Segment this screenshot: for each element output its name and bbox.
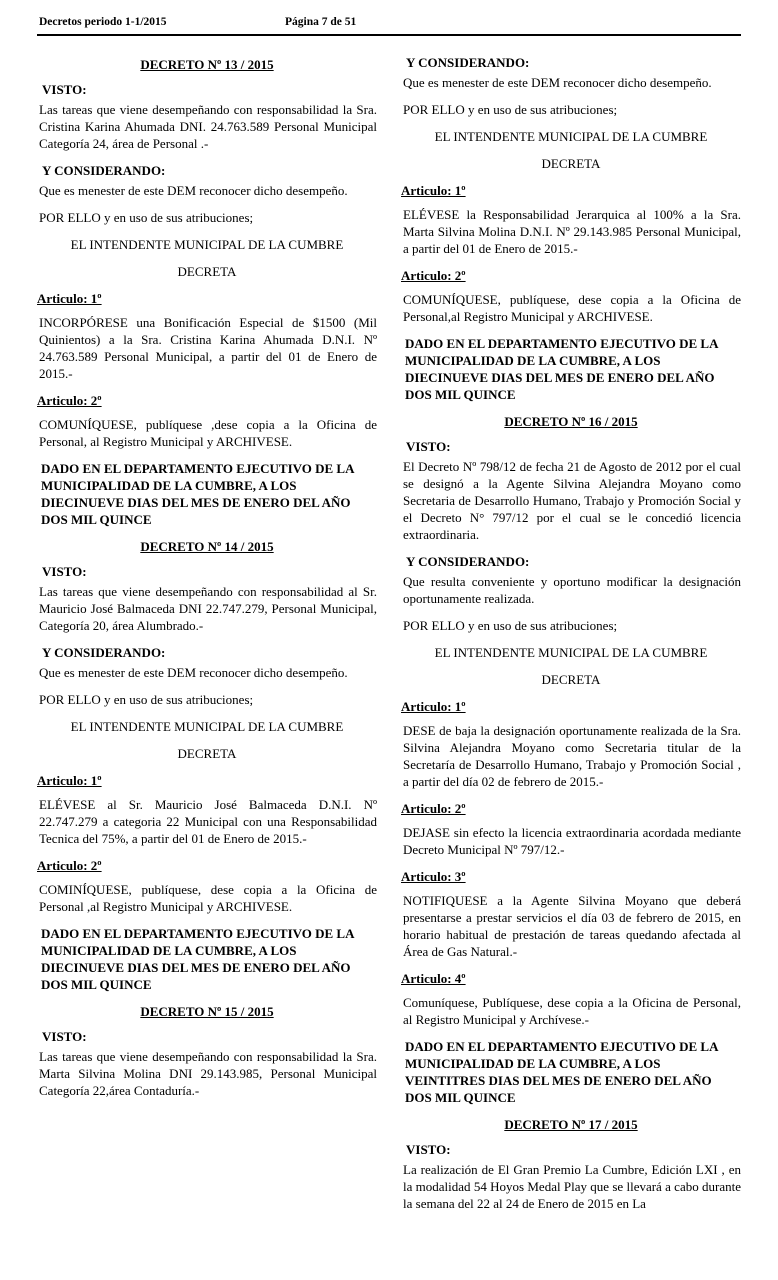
paragraph: ELÉVESE la Responsabilidad Jerarquica al 100% a la Sra. Marta Silvina Molina D.N.I. Nº 29.143.985 Personal Municipal, a partir del 01 de Enero de 2015.- xyxy=(403,207,741,256)
decree-title: DECRETO Nº 13 / 2015 xyxy=(140,57,274,72)
section-label: VISTO: xyxy=(406,439,451,454)
article-heading: Articulo: 2º xyxy=(401,268,466,283)
section-label: Y CONSIDERANDO: xyxy=(406,554,530,569)
section-label: VISTO: xyxy=(42,564,87,579)
section-label: Y CONSIDERANDO: xyxy=(42,645,166,660)
paragraph: NOTIFIQUESE a la Agente Silvina Moyano que deberá presentarse a prestar servicios el día 03 de febrero de 2015, en horario habitual de prestación de tareas quedando afectada al Área de Gas Natural.- xyxy=(403,893,741,959)
dado-statement: DADO EN EL DEPARTAMENTO EJECUTIVO DE LA MUNICIPALIDAD DE LA CUMBRE, A LOS DIECINUEVE DIAS DEL MES DE ENERO DEL AÑO DOS MIL QUINCE xyxy=(41,926,354,992)
paragraph: Que es menester de este DEM reconocer dicho desempeño. xyxy=(39,665,348,680)
centered-line: DECRETA xyxy=(177,746,237,761)
section-label: VISTO: xyxy=(42,82,87,97)
paragraph: DEJASE sin efecto la licencia extraordinaria acordada mediante Decreto Municipal Nº 797/12.- xyxy=(403,825,741,857)
document-header xyxy=(37,0,741,36)
article-heading: Articulo: 3º xyxy=(401,869,466,884)
paragraph: COMUNÍQUESE, publíquese ,dese copia a la Oficina de Personal, al Registro Municipal y ARCHIVESE. xyxy=(39,417,377,449)
paragraph: COMINÍQUESE, publíquese, dese copia a la Oficina de Personal ,al Registro Municipal y ARCHIVESE. xyxy=(39,882,377,914)
right-column xyxy=(401,46,741,1222)
centered-line: DECRETA xyxy=(177,264,237,279)
article-heading: Articulo: 1º xyxy=(37,291,102,306)
centered-line: DECRETA xyxy=(541,672,601,687)
centered-line: EL INTENDENTE MUNICIPAL DE LA CUMBRE xyxy=(434,129,708,144)
paragraph: POR ELLO y en uso de sus atribuciones; xyxy=(39,210,254,225)
centered-line: EL INTENDENTE MUNICIPAL DE LA CUMBRE xyxy=(434,645,708,660)
centered-line: DECRETA xyxy=(541,156,601,171)
paragraph: Comuníquese, Publíquese, dese copia a la Oficina de Personal, al Registro Municipal y Archívese.- xyxy=(403,995,741,1027)
paragraph: POR ELLO y en uso de sus atribuciones; xyxy=(403,618,618,633)
article-heading: Articulo: 1º xyxy=(401,699,466,714)
article-heading: Articulo: 2º xyxy=(37,858,102,873)
decree-title: DECRETO Nº 17 / 2015 xyxy=(504,1117,638,1132)
centered-line: EL INTENDENTE MUNICIPAL DE LA CUMBRE xyxy=(70,237,344,252)
paragraph: Las tareas que viene desempeñando con responsabilidad al Sr. Mauricio José Balmaceda DNI 22.747.279, Personal Municipal, Categoría 20, área Alumbrado.- xyxy=(39,584,377,633)
section-label: VISTO: xyxy=(42,1029,87,1044)
paragraph: El Decreto Nº 798/12 de fecha 21 de Agosto de 2012 por el cual se designó a la Agente Silvina Alejandra Moyano como Secretaria de Desarrollo Humano, Trabajo y Promoción Social y el Decreto N° 797/12 por el cual se le concedió licencia extraordinaria. xyxy=(403,459,741,542)
decree-title: DECRETO Nº 16 / 2015 xyxy=(504,414,638,429)
article-heading: Articulo: 1º xyxy=(401,183,466,198)
paragraph: Las tareas que viene desempeñando con responsabilidad la Sra. Cristina Karina Ahumada DNI. 24.763.589 Personal Municipal Categoría 24, área de Personal .- xyxy=(39,102,377,151)
paragraph: ELÉVESE al Sr. Mauricio José Balmaceda D.N.I. Nº 22.747.279 a categoria 22 Municipal con una Responsabilidad Tecnica del 75%, a partir del 01 de Enero de 2015.- xyxy=(39,797,377,846)
dado-statement: DADO EN EL DEPARTAMENTO EJECUTIVO DE LA MUNICIPALIDAD DE LA CUMBRE, A LOS DIECINUEVE DIAS DEL MES DE ENERO DEL AÑO DOS MIL QUINCE xyxy=(41,461,354,527)
article-heading: Articulo: 4º xyxy=(401,971,466,986)
section-label: VISTO: xyxy=(406,1142,451,1157)
paragraph: Que resulta conveniente y oportuno modificar la designación oportunamente realizada. xyxy=(403,574,741,606)
paragraph: INCORPÓRESE una Bonificación Especial de $1500 (Mil Quinientos) a la Sra. Cristina Karina Ahumada D.N.I. Nº 24.763.589 Personal Municipal, a partir del 01 de Enero de 2015.- xyxy=(39,315,377,381)
paragraph: Que es menester de este DEM reconocer dicho desempeño. xyxy=(403,75,712,90)
paragraph: COMUNÍQUESE, publíquese, dese copia a la Oficina de Personal,al Registro Municipal y ARCHIVESE. xyxy=(403,292,741,324)
article-heading: Articulo: 1º xyxy=(37,773,102,788)
decree-title: DECRETO Nº 15 / 2015 xyxy=(140,1004,274,1019)
left-column xyxy=(37,46,377,1222)
content-columns xyxy=(37,36,741,1222)
header-page-number: Página 7 de 51 xyxy=(285,16,357,28)
paragraph: DESE de baja la designación oportunamente realizada de la Sra. Silvina Alejandra Moyano como Secretaria titular de la Secretaría de Desarrollo Humano, Trabajo y Promoción Social , a partir del día 02 de febrero de 2015.- xyxy=(403,723,741,789)
article-heading: Articulo: 2º xyxy=(37,393,102,408)
paragraph: POR ELLO y en uso de sus atribuciones; xyxy=(39,692,254,707)
paragraph: La realización de El Gran Premio La Cumbre, Edición LXI , en la modalidad 54 Hoyos Medal Play que se llevará a cabo durante la semana del 22 al 24 de Enero de 2015 en La xyxy=(403,1162,741,1211)
section-label: Y CONSIDERANDO: xyxy=(406,55,530,70)
header-doc-title: Decretos periodo 1-1/2015 xyxy=(39,16,167,28)
section-label: Y CONSIDERANDO: xyxy=(42,163,166,178)
paragraph: Que es menester de este DEM reconocer dicho desempeño. xyxy=(39,183,348,198)
paragraph: POR ELLO y en uso de sus atribuciones; xyxy=(403,102,618,117)
paragraph: Las tareas que viene desempeñando con responsabilidad la Sra. Marta Silvina Molina DNI 29.143.985, Personal Municipal Categoría 22,área Contaduría.- xyxy=(39,1049,377,1098)
decree-title: DECRETO Nº 14 / 2015 xyxy=(140,539,274,554)
article-heading: Articulo: 2º xyxy=(401,801,466,816)
dado-statement: DADO EN EL DEPARTAMENTO EJECUTIVO DE LA MUNICIPALIDAD DE LA CUMBRE, A LOS VEINTITRES DIAS DEL MES DE ENERO DEL AÑO DOS MIL QUINCE xyxy=(405,1039,718,1105)
centered-line: EL INTENDENTE MUNICIPAL DE LA CUMBRE xyxy=(70,719,344,734)
dado-statement: DADO EN EL DEPARTAMENTO EJECUTIVO DE LA MUNICIPALIDAD DE LA CUMBRE, A LOS DIECINUEVE DIAS DEL MES DE ENERO DEL AÑO DOS MIL QUINCE xyxy=(405,336,718,402)
